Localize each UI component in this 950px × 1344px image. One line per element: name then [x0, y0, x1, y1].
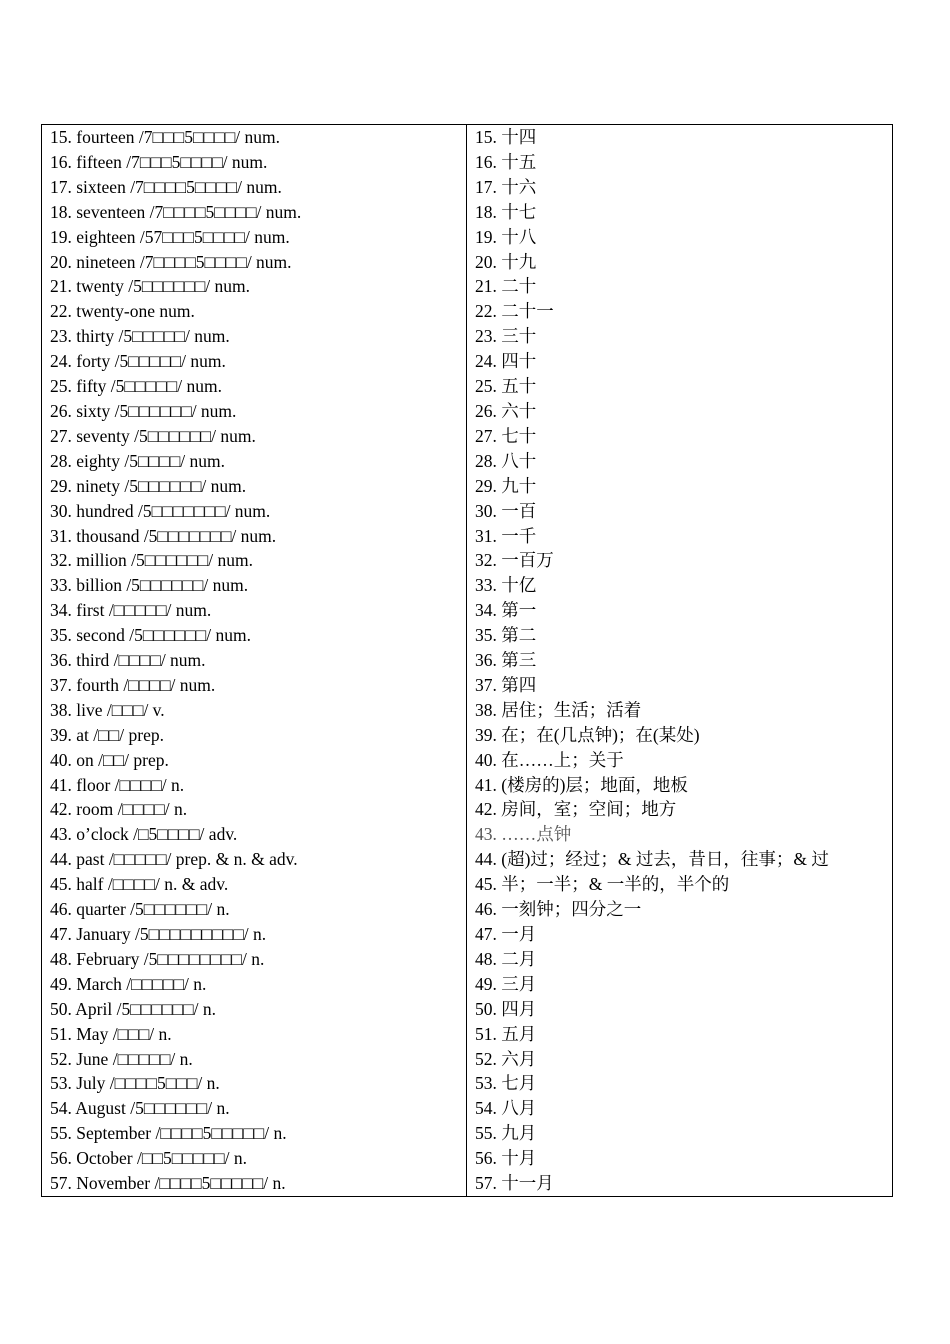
table-row — [42, 822, 893, 847]
table-row — [42, 150, 893, 175]
english-word-cell: 54. August /5□□□□□□/ n. — [42, 1096, 467, 1121]
english-word-cell: 27. seventy /5□□□□□□/ num. — [42, 424, 467, 449]
table-row — [42, 449, 893, 474]
chinese-meaning-cell: 50. 四月 — [467, 997, 893, 1022]
english-word-cell: 29. ninety /5□□□□□□/ num. — [42, 474, 467, 499]
english-word-cell: 47. January /5□□□□□□□□□/ n. — [42, 922, 467, 947]
english-word-cell: 53. July /□□□□5□□□/ n. — [42, 1071, 467, 1096]
english-word-cell: 33. billion /5□□□□□□/ num. — [42, 573, 467, 598]
table-row — [42, 1121, 893, 1146]
chinese-meaning-cell: 34. 第一 — [467, 598, 893, 623]
chinese-meaning-cell: 30. 一百 — [467, 499, 893, 524]
table-row — [42, 548, 893, 573]
english-word-cell: 42. room /□□□□/ n. — [42, 797, 467, 822]
english-word-cell: 57. November /□□□□5□□□□□/ n. — [42, 1171, 467, 1196]
table-row — [42, 673, 893, 698]
table-row — [42, 299, 893, 324]
english-word-cell: 48. February /5□□□□□□□□/ n. — [42, 947, 467, 972]
chinese-meaning-cell: 55. 九月 — [467, 1121, 893, 1146]
chinese-meaning-cell: 29. 九十 — [467, 474, 893, 499]
english-word-cell: 30. hundred /5□□□□□□□/ num. — [42, 499, 467, 524]
table-row — [42, 324, 893, 349]
table-row — [42, 374, 893, 399]
chinese-meaning-cell: 46. 一刻钟；四分之一 — [467, 897, 893, 922]
chinese-meaning-cell: 26. 六十 — [467, 399, 893, 424]
table-row — [42, 1146, 893, 1171]
chinese-meaning-cell: 43. ……点钟 — [467, 822, 893, 847]
table-row — [42, 274, 893, 299]
english-word-cell: 49. March /□□□□□/ n. — [42, 972, 467, 997]
table-row — [42, 723, 893, 748]
table-row — [42, 872, 893, 897]
vocabulary-table-body — [42, 125, 893, 1197]
chinese-meaning-cell: 15. 十四 — [467, 125, 893, 150]
chinese-meaning-cell: 51. 五月 — [467, 1022, 893, 1047]
chinese-meaning-cell: 32. 一百万 — [467, 548, 893, 573]
chinese-meaning-cell: 47. 一月 — [467, 922, 893, 947]
english-word-cell: 35. second /5□□□□□□/ num. — [42, 623, 467, 648]
table-row — [42, 972, 893, 997]
chinese-meaning-cell: 40. 在……上；关于 — [467, 748, 893, 773]
english-word-cell: 16. fifteen /7□□□5□□□□/ num. — [42, 150, 467, 175]
english-word-cell: 39. at /□□/ prep. — [42, 723, 467, 748]
english-word-cell: 40. on /□□/ prep. — [42, 748, 467, 773]
chinese-meaning-cell: 27. 七十 — [467, 424, 893, 449]
table-row — [42, 598, 893, 623]
english-word-cell: 20. nineteen /7□□□□5□□□□/ num. — [42, 250, 467, 275]
chinese-meaning-cell: 17. 十六 — [467, 175, 893, 200]
chinese-meaning-cell: 44. (超)过；经过；& 过去，昔日，往事；& 过 — [467, 847, 893, 872]
table-row — [42, 424, 893, 449]
table-row — [42, 1047, 893, 1072]
table-row — [42, 573, 893, 598]
table-row — [42, 997, 893, 1022]
table-row — [42, 125, 893, 150]
table-row — [42, 748, 893, 773]
table-row — [42, 200, 893, 225]
chinese-meaning-cell: 48. 二月 — [467, 947, 893, 972]
table-row — [42, 1022, 893, 1047]
english-word-cell: 43. o’clock /□5□□□□/ adv. — [42, 822, 467, 847]
english-word-cell: 32. million /5□□□□□□/ num. — [42, 548, 467, 573]
table-row — [42, 399, 893, 424]
english-word-cell: 36. third /□□□□/ num. — [42, 648, 467, 673]
vocabulary-table — [41, 124, 893, 1197]
english-word-cell: 41. floor /□□□□/ n. — [42, 773, 467, 798]
english-word-cell: 26. sixty /5□□□□□□/ num. — [42, 399, 467, 424]
chinese-meaning-cell: 23. 三十 — [467, 324, 893, 349]
table-row — [42, 623, 893, 648]
table-row — [42, 947, 893, 972]
table-row — [42, 698, 893, 723]
english-word-cell: 15. fourteen /7□□□5□□□□/ num. — [42, 125, 467, 150]
table-row — [42, 250, 893, 275]
english-word-cell: 45. half /□□□□/ n. & adv. — [42, 872, 467, 897]
chinese-meaning-cell: 22. 二十一 — [467, 299, 893, 324]
chinese-meaning-cell: 37. 第四 — [467, 673, 893, 698]
english-word-cell: 52. June /□□□□□/ n. — [42, 1047, 467, 1072]
chinese-meaning-cell: 53. 七月 — [467, 1071, 893, 1096]
table-row — [42, 1096, 893, 1121]
chinese-meaning-cell: 45. 半；一半；& 一半的，半个的 — [467, 872, 893, 897]
chinese-meaning-cell: 39. 在；在(几点钟)；在(某处) — [467, 723, 893, 748]
table-row — [42, 922, 893, 947]
chinese-meaning-cell: 33. 十亿 — [467, 573, 893, 598]
chinese-meaning-cell: 57. 十一月 — [467, 1171, 893, 1196]
chinese-meaning-cell: 25. 五十 — [467, 374, 893, 399]
chinese-meaning-cell: 41. (楼房的)层；地面，地板 — [467, 773, 893, 798]
table-row — [42, 773, 893, 798]
chinese-meaning-cell: 19. 十八 — [467, 225, 893, 250]
chinese-meaning-cell: 16. 十五 — [467, 150, 893, 175]
chinese-meaning-cell: 20. 十九 — [467, 250, 893, 275]
english-word-cell: 23. thirty /5□□□□□/ num. — [42, 324, 467, 349]
chinese-meaning-cell: 54. 八月 — [467, 1096, 893, 1121]
table-row — [42, 349, 893, 374]
chinese-meaning-cell: 28. 八十 — [467, 449, 893, 474]
english-word-cell: 34. first /□□□□□/ num. — [42, 598, 467, 623]
chinese-meaning-cell: 52. 六月 — [467, 1047, 893, 1072]
chinese-meaning-cell: 18. 十七 — [467, 200, 893, 225]
english-word-cell: 55. September /□□□□5□□□□□/ n. — [42, 1121, 467, 1146]
english-word-cell: 44. past /□□□□□/ prep. & n. & adv. — [42, 847, 467, 872]
english-word-cell: 19. eighteen /57□□□5□□□□/ num. — [42, 225, 467, 250]
english-word-cell: 56. October /□□5□□□□□/ n. — [42, 1146, 467, 1171]
english-word-cell: 22. twenty-one num. — [42, 299, 467, 324]
table-row — [42, 1171, 893, 1196]
chinese-meaning-cell: 31. 一千 — [467, 524, 893, 549]
english-word-cell: 31. thousand /5□□□□□□□/ num. — [42, 524, 467, 549]
chinese-meaning-cell: 38. 居住；生活；活着 — [467, 698, 893, 723]
english-word-cell: 25. fifty /5□□□□□/ num. — [42, 374, 467, 399]
english-word-cell: 46. quarter /5□□□□□□/ n. — [42, 897, 467, 922]
table-row — [42, 175, 893, 200]
table-row — [42, 897, 893, 922]
table-row — [42, 524, 893, 549]
table-row — [42, 474, 893, 499]
table-row — [42, 1071, 893, 1096]
english-word-cell: 18. seventeen /7□□□□5□□□□/ num. — [42, 200, 467, 225]
english-word-cell: 17. sixteen /7□□□□5□□□□/ num. — [42, 175, 467, 200]
english-word-cell: 21. twenty /5□□□□□□/ num. — [42, 274, 467, 299]
chinese-meaning-cell: 35. 第二 — [467, 623, 893, 648]
english-word-cell: 51. May /□□□/ n. — [42, 1022, 467, 1047]
table-row — [42, 225, 893, 250]
chinese-meaning-cell: 56. 十月 — [467, 1146, 893, 1171]
table-row — [42, 797, 893, 822]
chinese-meaning-cell: 21. 二十 — [467, 274, 893, 299]
table-row — [42, 499, 893, 524]
table-row — [42, 648, 893, 673]
chinese-meaning-cell: 24. 四十 — [467, 349, 893, 374]
chinese-meaning-cell: 36. 第三 — [467, 648, 893, 673]
chinese-meaning-cell: 42. 房间，室；空间；地方 — [467, 797, 893, 822]
english-word-cell: 28. eighty /5□□□□/ num. — [42, 449, 467, 474]
chinese-meaning-cell: 49. 三月 — [467, 972, 893, 997]
english-word-cell: 38. live /□□□/ v. — [42, 698, 467, 723]
english-word-cell: 50. April /5□□□□□□/ n. — [42, 997, 467, 1022]
table-row — [42, 847, 893, 872]
english-word-cell: 37. fourth /□□□□/ num. — [42, 673, 467, 698]
english-word-cell: 24. forty /5□□□□□/ num. — [42, 349, 467, 374]
